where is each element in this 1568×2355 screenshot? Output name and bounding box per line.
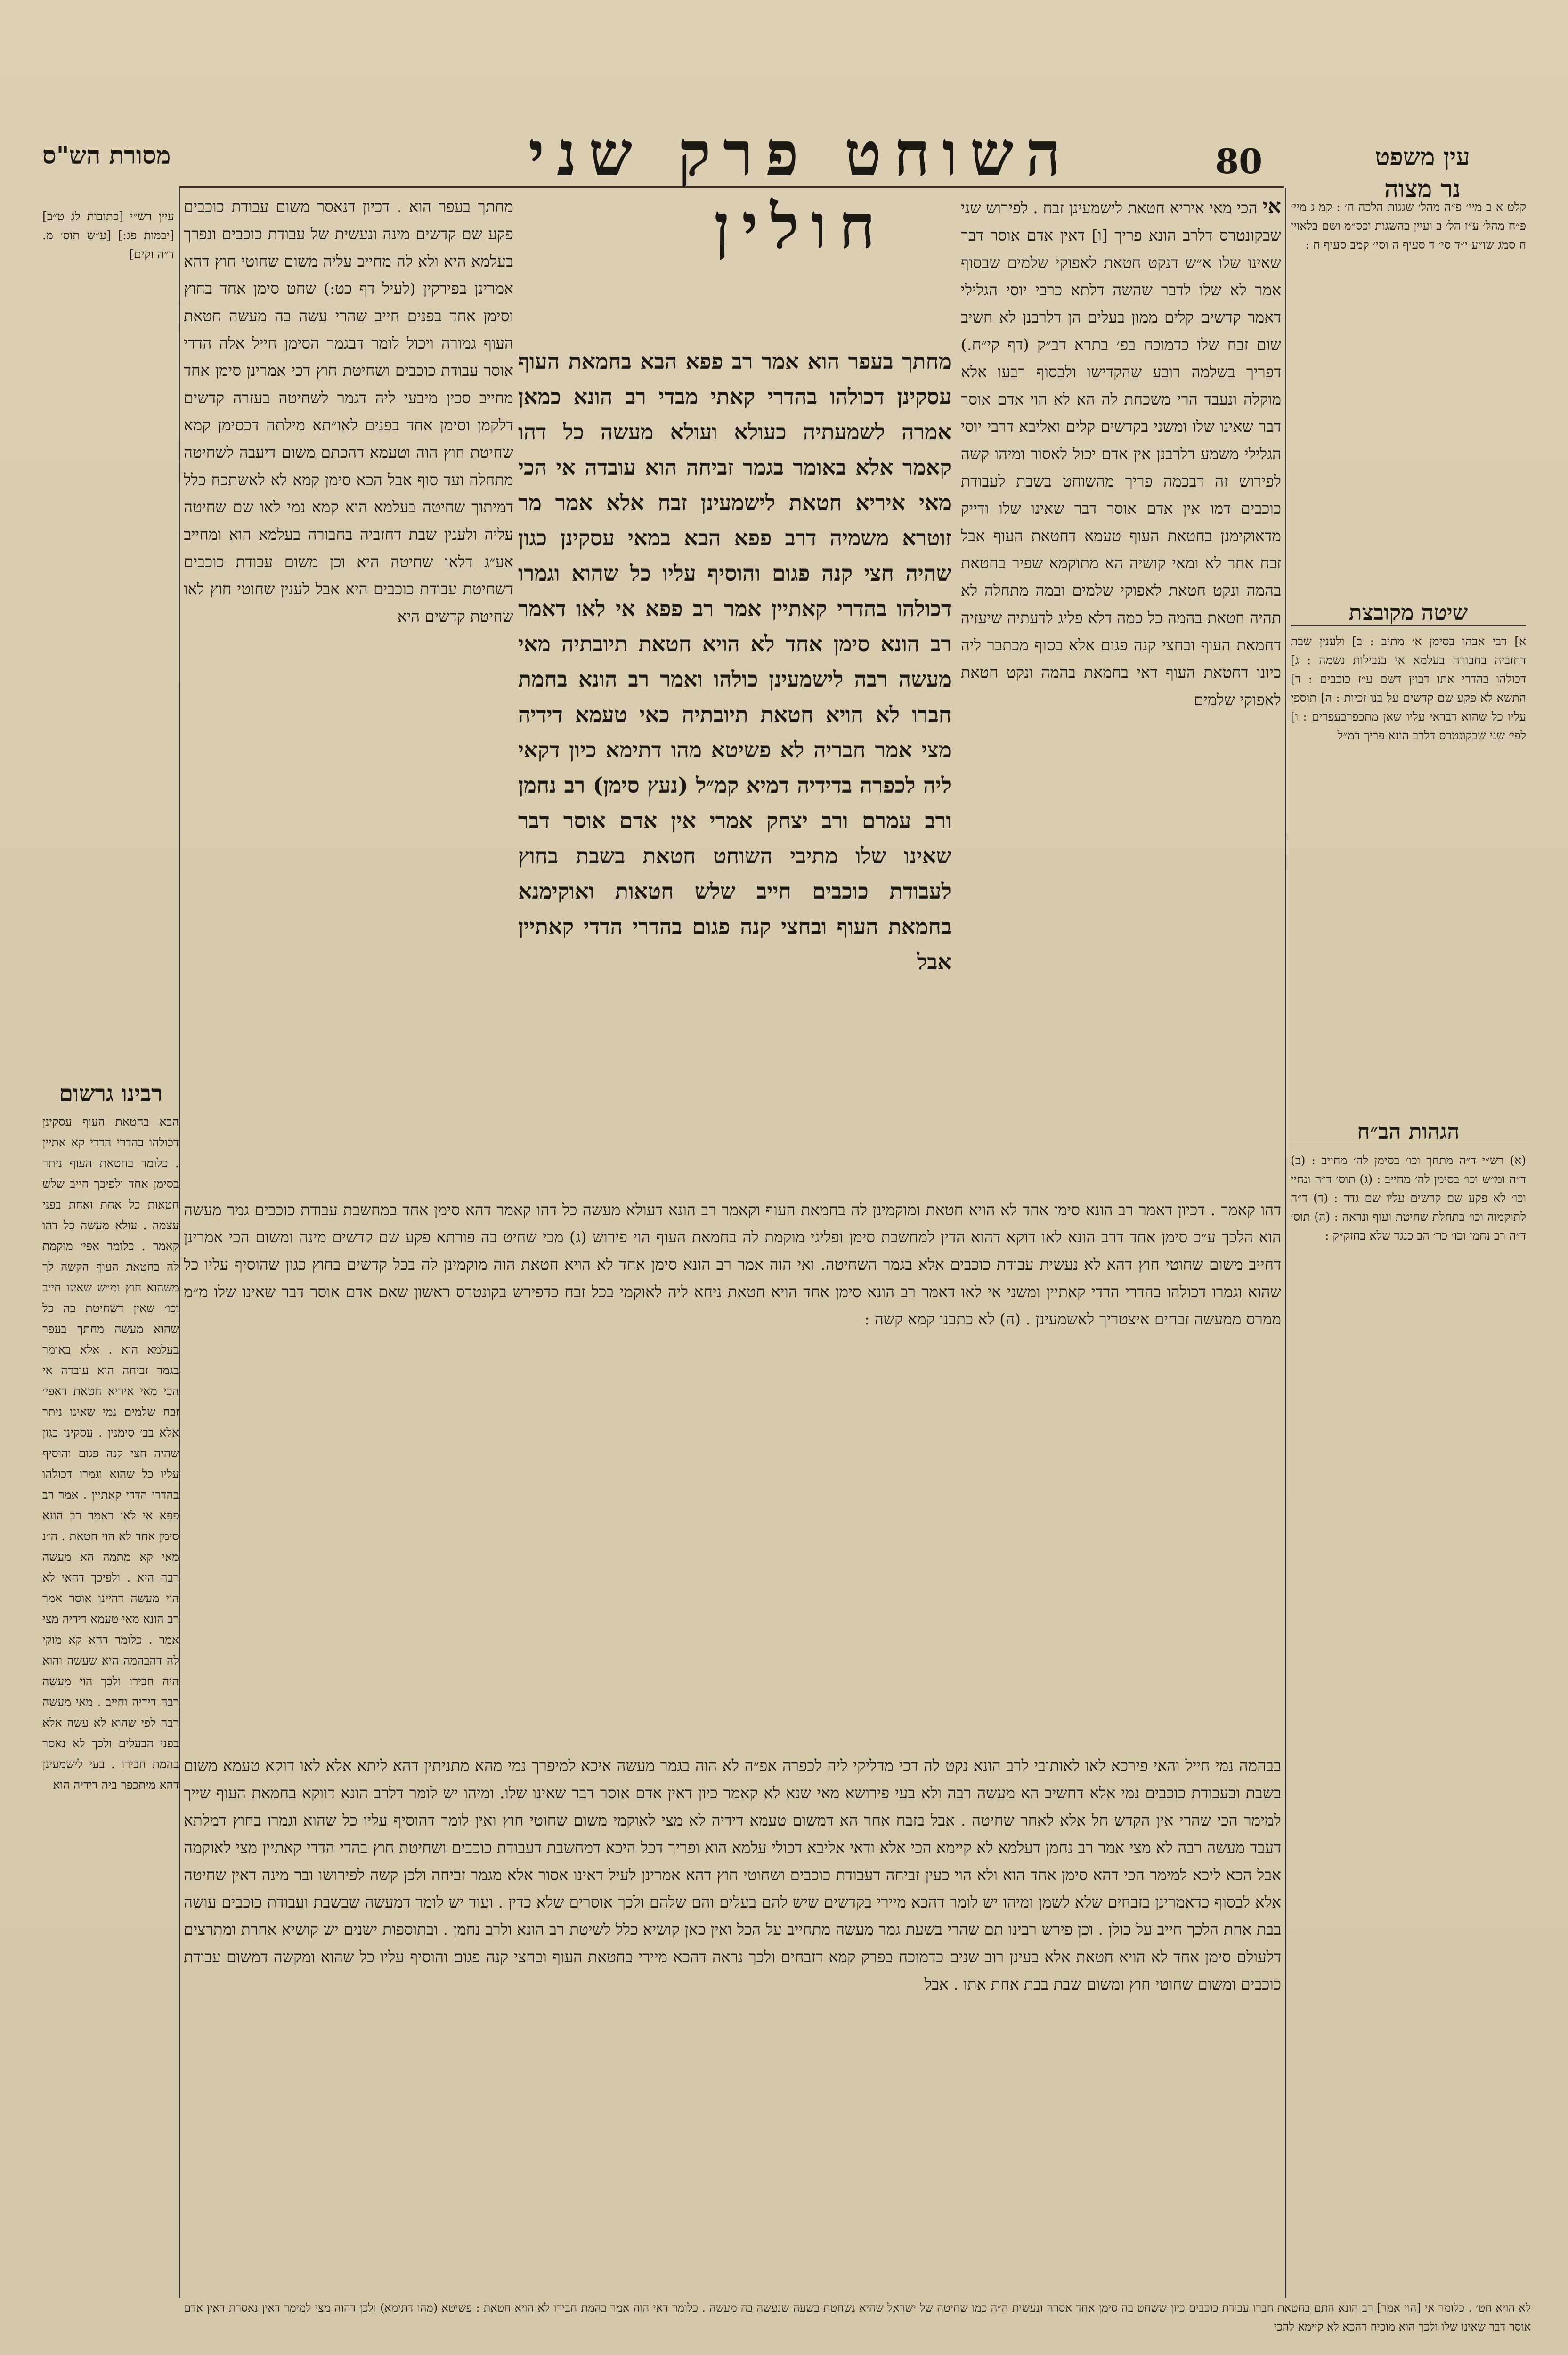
hagahot-habach-text: (א) רש״י ד״ה מתחך וכו׳ בסימן לה׳ מחייב : (ב) ד״ה ומ״ש וכו׳ בסימן לה׳ מחייב : (ג) תוס׳ ד״ה ונחיי וכו׳ לא פקע שם קדשים עליו שם גדר : (ד) ד״ה לתוקמוה וכו׳ בתחלת שחיטת ועוף ונראה : (ה) תוס׳ ד״ה רב נחמן וכו׳ כר׳ הב כנגד שלא בחזק״ק : [1291,1153,1526,1242]
rashi-text: הכי מאי איריא חטאת לישמעינן זבח . לפירוש שני שבקונטרס דלרב הונא פריך [ו] דאין אדם אוסר דבר שאינו שלו א״ש דנקט חטאת לאפוקי שלמים שבסוף אמר לא שלו לדבר שהשה דלתא כרבי יוסי הגלילי דאמר קדשים קלים ממון בעלים הן דלרבנן לא חשיב שום זבח שלו כדמוכח בפ׳ בתרא דב״ק (דף קי״ח.) דפריך בשלמה רובע שהקדישו ולבסוף רבעו אלא מוקלה ונעבד הרי משכחת לה הא לא הוי אדם אוסר דבר שאינו שלו ומשני בקדשים קלים ואליבא דרבי יוסי הגלילי משמע דלרבנן אין אדם יכול לאסור ומיהו קשה לפירוש זה דבכמה פריך מהשוחט בשבת לעבודת כוכבים דמו אין אדם אוסר דבר שאינו שלו ודייק מדאוקימנן בחטאת העוף טעמא דחטאת העוף אבל זבח אחר לא ומאי קושיה הא מתוקמא שפיר בחטאת בהמה ונקט חטאת לאפוקי שלמים ובמה מתחלה לא תהיה חטאת בהמה כל כמה דלא פליג לדעתיה שיעזיה דחמאת העוף ובחצי קנה פגום אלא בסוף מכתבר ליה כיונו דחטאת העוף דאי בחמאת בהמה ונקט חטאת לאפוקי שלמים [961,199,1281,709]
ein-mishpat-heading: עין משפט נר מצוה [1375,143,1470,203]
shita-mekubetzet-text: א] דבי אבהו בסימן א׳ מתיב : ב] ולענין שבת דחזביה בחבורה בעלמא אי בנבילות נשמה : ג] דכולהו בהדרי אתו דבוין דשם ע״ז כוכבים : ד] התשא לא פקע שם קדשים על בנו זכיות : ה] תוספי עליו כל שהוא דבראי עליו שאן מתכפרבעפרים : ו] לפי׳ שני שבקונטרס דלרב הונא פריך דמ״ל [1291,634,1526,742]
mesoret-hashas-heading: מסורת הש"ס [42,141,171,170]
footer-commentary: לא הויא חט׳ . כלומר אי [הוי אמר] רב הונא התם בחטאת חברו עבודת כוכבים כיון ששחט בה סימן אחד אסרה ונעשית ה״ה כמו שחיטה של ישראל שהיא נשחטת בשעה שנעשה בה מעשה . כלומר דאי הוה אמר בהמת חבירו לא הויא חטאת : פשיטא (מהו דתימא) ולכן דהוה מצי למימר דאין נאסרת דאין אדם אוסר דבר שאינו שלו ולכך הוא מוכיח דהכא לא קיימא להכי [184,2301,1531,2333]
tosafot-lower-block [184,1196,1281,1747]
rashi-opening-word: אי [1262,195,1281,219]
hagahot-habach-heading: הגהות הב״ח [1291,1122,1526,1145]
tosafot-text: מחתך בעפר הוא . דכיון דנאסר משום עבודת כוכבים פקע שם קדשים מינה ונעשית של עבודת כוכבים ונפרך בעלמא היא ולא לה מחייב עליה משום שחוטי חוץ דהא אמרינן בפירקין (לעיל דף כט:) שחט סימן אחד בחוץ וסימן אחד בפנים חייב שהרי עשה בה מעשה חטאת העוף גמורה ויכול לומר דבגמר הסימן חייל אלה הדדי אוסר עבודת כוכבים ושחיטת חוץ דכי אמרינן סימן אחד מחייב סכין מיבעי ליה דגמר לשחיטה בעזרה קדשים דלקמן וסימן אחד בפנים לאו״תא מילתה דכסימן קמא שחיטת חוץ הוה וטעמא דהכתם משום דיעבה לשחיטה מתחלה ועד סוף אבל הכא סימן קמא לא לאשתכח כלל דמיתוך שחיטה בעלמא הוא קמא נמי לאו שם שחיטה עליה ולענין שבת דחזביה בחבורה בעלמא הוא ומחייב אע״ג דלאו שחיטה היא וכן משום עבודת כוכבים דשחיטת עבודת כוכבים היא אבל לענין שחוטי חוץ לאו שחיטת קדשים היא [184,197,513,625]
page-title: השוחט פרק שני חולין [528,118,1073,262]
rabbenu-gershom-text: הבא בחטאת העוף עסקינן דכולהו בהדרי הדדי קא אתיין . כלומר בחטאת העוף ניתר בסימן אחד ולפיכך חייב שלש חטאות כל אחת ואחת בפני עצמה . עולא מעשה כל דהו קאמר . כלומר אפי׳ מוקמת לה בחטאת העוף הקשה לך משהוא חוץ ומ״ש שאינו חייב וכו׳ שאין דשחיטת בה כל שהוא מעשה מחתך בעפר בעלמא הוא . אלא באומר בגמר זביחה הוא עובדה אי הכי מאי איריא חטאת דאפי׳ זבח שלמים נמי שאינו ניתר אלא בב׳ סימנין . עסקינן כגון שהיה חצי קנה פגום והוסיף עליו כל שהוא וגמרו דכולהו בהדרי הדדי קאתיין . אמר רב פפא אי לאו דאמר רב הונא סימן אחד לא הוי חטאת . ה״נ מאי קא מתמה הא מעשה רבה היא . ולפיכך דהאי לא הוי מעשה דהיינו אוסר אמר רב הונא מאי טעמא דידיה מצי אמר . כלומר דהא קא מוקי לה דהבהמה היא שעשה והוא היה חבירו ולכך הוי מעשה רבה דידיה וחייב . מאי מעשה רבה לפי שהוא לא עשה אלא בפני הבעלים ולכך לא נאסר בהמת חבירו . בעי לישמעינן דהא מיתכפר ביה דידיה הוא [42,1115,179,1792]
shita-mekubetzet-heading: שיטה מקובצת [1291,603,1526,626]
tosafot-bottom-text: בבהמה נמי חייל והאי פירכא לאו לאותובי לרב הונא נקט לה דכי מדליקי ליה לכפרה אפ״ה לא הוה בגמר מעשה איכא למיפרך נמי מהא מתניתין דהא ליתא אלא לאו דוקא טעמא משום בשבת ובעבודת כוכבים נמי אלא דחשיב הא מעשה רבה ולא בעי פירושא מאי שנא לא קאמר כיון דאין אדם אוסר דבר שאינו שלו. ומיהו יש לומר דלרב הונא דווקא בחמאת העוף שייך למימר הכי שהרי אין הקדש חל אלא לאחר שחיטה . אבל בזבח אחר הא דמשום טעמא דידיה לא מצי לאוקמי משום שחוטי חוץ ואין לומר דהוסיף עליו כל שהוא וגמרו בחוץ דמלתא דעבד מעשה רבה לא מצי אמר רב נחמן דעלמא לא קיימא הכי אלא ודאי אליבא דכולי עלמא הוא ופריך דכל היכא דמחשבת דעבודת כוכבים ושחיטת חוץ בהדי הדדי קאתיין מצי לאוקמה אבל הכא ליכא למימר הכי דהא סימן אחד הוא ולא הוי כעין זביחה דעבודת כוכבים ושחוטי חוץ דהא אמרינן לעיל דאינו אסור אלא מגמר זביחה ולכן קשה לפירושו ובר מינה דאין שחיטה אלא לבסוף כדאמרינן בזבחים שלא לשמן ומיהו יש לומר דהכא מיירי בקדשים שיש להם בעלים והם שלהם ולכך אוסרים שלא כדין . ועוד יש לומר דמעשה שבשבת ועבודת כוכבים עושה בבת אחת הלכך חייב על כולן . וכן פירש רבינו תם שהרי בשעת גמר מעשה מתחייב על הכל ואין כאן קושיא כלל לשיטת רב הונא ולרב נחמן . ובתוספות ישנים יש קושיא אחרת ומתרצים דלעולם סימן אחד לא הויא חטאת אלא בעינן רוב שנים כדמוכח בפרק קמא דזבחים ולכך נראה דהכא מיירי בחטאת העוף ובחצי קנה פגום והוסיף עליו כל שהוא ומקשה דמשום עבודת כוכבים ומשום שחוטי חוץ ומשום שבת בבת אחת אתו . אבל [184,1756,1281,1993]
rabbenu-gershom-title: רבינו גרשום [59,1083,162,1107]
tosafot-lower-text: דהו קאמר . דכיון דאמר רב הונא סימן אחד לא הויא חטאת ומוקמינן לה בחמאת העוף וקאמר רב הונא דעולא מעשה כל דהו קאמר דהא סימן אחד במחשבת עבודת כוכבים גמר מעשה הוא הלכך ע״כ סימן אחד דרב הונא לאו דוקא דהוא הדין למחשבת סימן ופליגי מוקמת לה בחמאת העוף הוי פירוש (ג) מכי שחיט בה פורתא פקע שם קדשים מינה ומשום הכי אמרינן דחייב משום שחוטי חוץ דהא לא נעשית עבודת כוכבים אלא בגמר השחיטה. ואי הוה אמר רב הונא סימן אחד לא הויא חטאת הוה מוקמינן לה בכל קדשים בחוץ כגון שהוסיף עליו כל שהוא וגמרו דכולהו בהדרי הדדי קאתיין ומשני אי לאו דאמר רב הונא סימן אחד הויא חטאת ניחא ליה לאוקמי בכל זבח כדפירש בקונטרס ראשון שאם אדם אוסר דבר שאינו שלו מ״מ ממרס ממעשה זבחים איצטריך לאשמעינן . (ה) לא כתבנו קמא קשה : [184,1201,1281,1328]
mesoret-hashas-text: עיין רש״י [כתובות לג ט״ב] [יבמות פג:] [ע״ש תוס׳ מ. ד״ה וקים] [42,210,174,261]
tosafot-column [184,193,513,1163]
left-column-rule [179,188,180,2298]
right-margin-column [1291,198,1526,1245]
rashi-column [961,193,1281,1215]
gemara-block [518,344,951,1192]
page-number: 80 [1215,141,1263,181]
right-column-rule [1285,188,1286,2298]
tosafot-bottom-block [184,1752,1281,2270]
ein-mishpat-text: קלט א ב מיי׳ פ״ה מהל׳ שגגות הלכה ח׳ : קמ ג מיי׳ פ״ח מהל׳ ע״ז הל׳ ב ועיין בהשגות וכס״מ ושם בלאוין ח סמג שו״ע י״ד סי׳ ד סעיף ה וסי׳ קמב סעיף ח : [1291,200,1526,252]
left-margin-column [42,207,174,264]
rabbenu-gershom-column [42,1083,179,2308]
gemara-text: מחתך בעפר הוא אמר רב פפא הבא בחמאת העוף עסקינן דכולהו בהדרי קאתי מבדי רב הונא כמאן אמרה לשמעתיה כעולא ועולא מעשה כל דהו קאמר אלא באומר בגמר זביחה הוא עובדה אי הכי מאי איריא חטאת לישמעינן זבח אלא אמר מר זוטרא משמיה דרב פפא הבא במאי עסקינן כגון שהיה חצי קנה פגום והוסיף עליו כל שהוא וגמרו דכולהו בהדרי קאתיין אמר רב פפא אי לאו דאמר רב הונא סימן אחד לא הויא חטאת תיובתיה מאי מעשה רבה לישמעינן כולהו ואמר רב הונא בחמת חברו לא הויא חטאת תיובתיה כאי טעמא דידיה מצי אמר חבריה לא פשיטא מהו דתימא כיון דקאי ליה לכפרה בדידיה דמיא קמ״ל (נעץ סימן) רב נחמן ורב עמרם ורב יצחק אמרי אין אדם אוסר דבר שאינו שלו מתיבי השוחט חטאת בשבת בחוץ לעבודת כוכבים חייב שלש חטאות ואוקימנא בחמאת העוף ובחצי קנה פגום בהדרי הדדי קאתיין אבל [518,349,951,974]
